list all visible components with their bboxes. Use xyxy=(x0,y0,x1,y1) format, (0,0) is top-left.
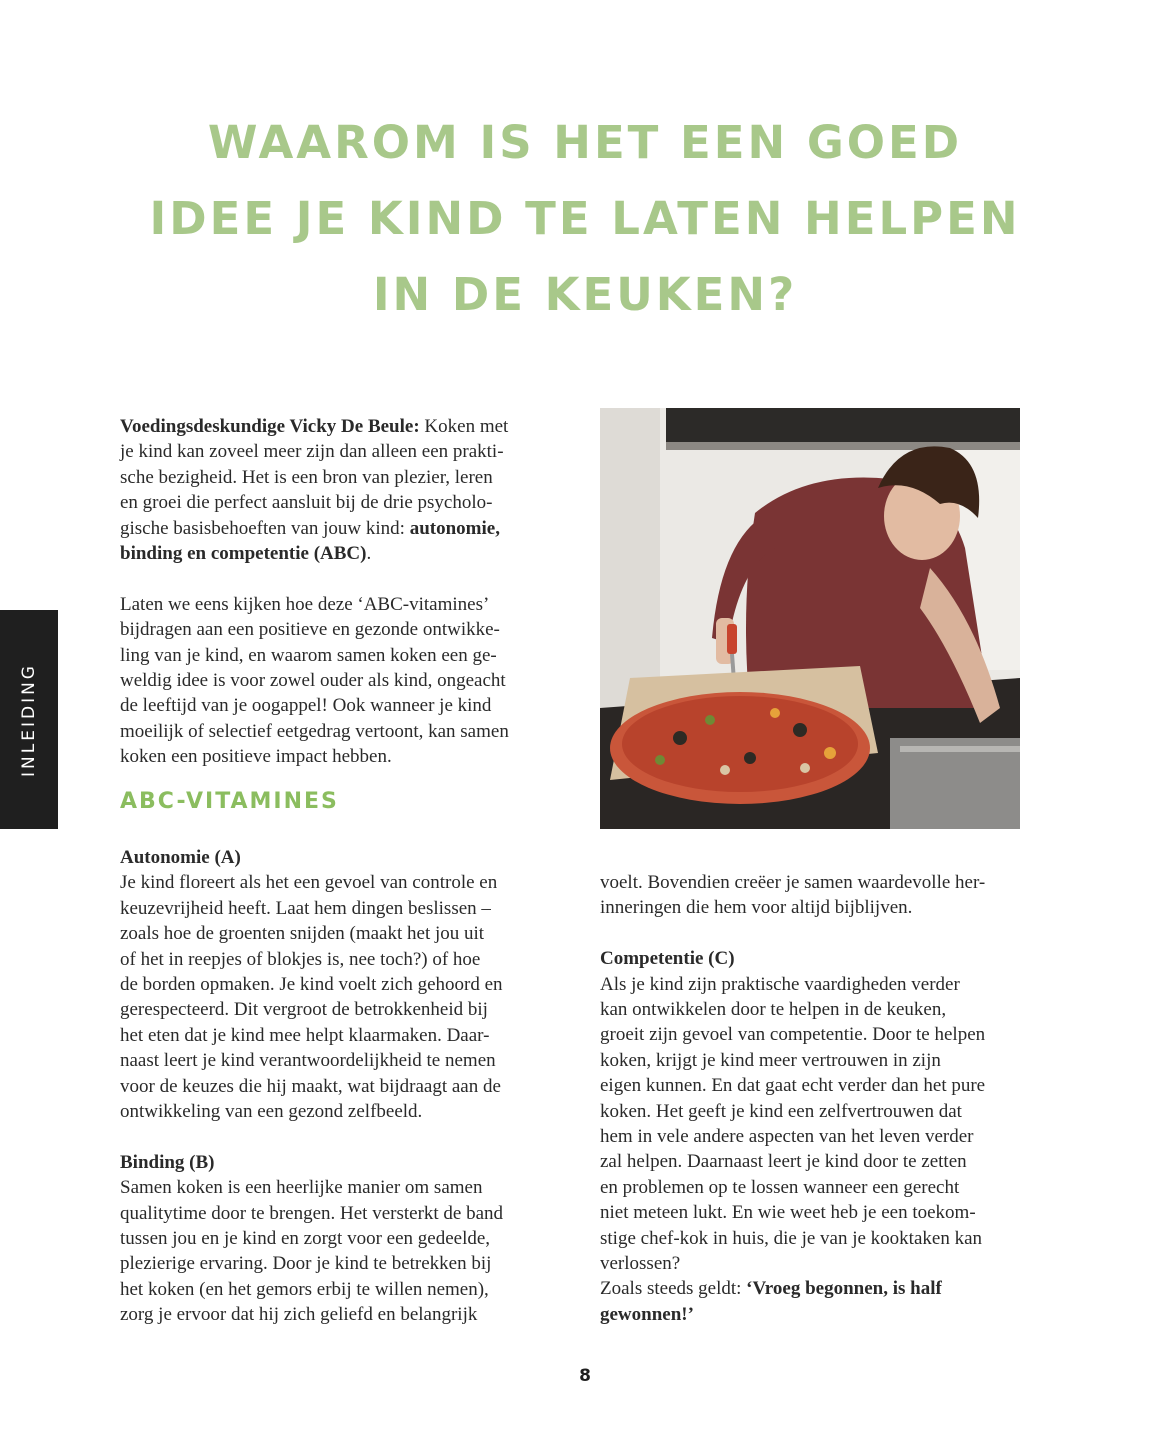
text-line: Voedingsdeskundige Vicky De Beule: Koken met xyxy=(120,416,509,437)
text-line: ling van je kind, en waarom samen koken een ge- xyxy=(120,644,497,666)
text-line: binding en competentie (ABC). xyxy=(120,543,372,565)
text-line: stige chef-kok in huis, die je van je kooktaken kan xyxy=(600,1227,983,1249)
text-line: Als je kind zijn praktische vaardigheden verder xyxy=(600,973,960,995)
photo-child-cutting-pizza xyxy=(600,408,1020,829)
text-line: koken. Het geeft je kind een zelfvertrouwen dat xyxy=(600,1100,962,1122)
text-line: qualitytime door te brengen. Het versterkt de band xyxy=(120,1202,504,1224)
abc-column-left xyxy=(120,845,550,1328)
text-line: koken een positieve impact hebben. xyxy=(120,746,392,768)
text-line: verlossen? xyxy=(600,1253,681,1275)
text-line: kan ontwikkelen door te helpen in de keuken, xyxy=(600,999,947,1021)
chapter-label: INLEIDING xyxy=(19,663,39,777)
abc-column-right xyxy=(600,870,1030,1327)
emphasis: binding en competentie (ABC) xyxy=(120,543,367,565)
text-line: het eten dat je kind mee helpt klaarmaken. Daar- xyxy=(120,1024,490,1046)
text-line: gische basisbehoeften van jouw kind: autonomie, xyxy=(120,517,500,539)
text-line: de borden opmaken. Je kind voelt zich gehoord en xyxy=(120,974,503,996)
closing-quote: ‘Vroeg begonnen, is half xyxy=(746,1278,942,1300)
text-line: en groei die perfect aansluit bij de drie psycholo- xyxy=(120,492,493,514)
text-line: hem in vele andere aspecten van het leven verder xyxy=(600,1126,974,1148)
text-line: en problemen op te lossen wanneer een gerecht xyxy=(600,1176,960,1198)
text-line: of het in reepjes of blokjes is, nee toch?) of hoe xyxy=(120,948,481,970)
photo-illustration xyxy=(600,408,1020,829)
text-line: keuzevrijheid heeft. Laat hem dingen beslissen – xyxy=(120,897,491,919)
text-line: ontwikkeling van een gezond zelfbeeld. xyxy=(120,1101,423,1123)
text-line: plezierige ervaring. Door je kind te betrekken bij xyxy=(120,1253,492,1275)
text-line: tussen jou en je kind en zorgt voor een gedeelde, xyxy=(120,1228,491,1250)
text-line: het koken (en het gemors erbij te willen nemen), xyxy=(120,1278,489,1300)
text-line: de leeftijd van je oogappel! Ook wanneer je kind xyxy=(120,695,492,717)
text-line: Samen koken is een heerlijke manier om samen xyxy=(120,1177,483,1199)
subheading-competentie: Competentie (C) xyxy=(600,948,735,970)
text-line: sche bezigheid. Het is een bron van plezier, leren xyxy=(120,466,493,488)
text-line: naast leert je kind verantwoordelijkheid te nemen xyxy=(120,1050,496,1072)
text-line: weldig idee is voor zowel ouder als kind, ongeacht xyxy=(120,670,506,692)
text-line: niet meteen lukt. En wie weet heb je een toekom- xyxy=(600,1202,976,1224)
text-line: zoals hoe de groenten snijden (maakt het jou uit xyxy=(120,923,485,945)
chapter-side-tab xyxy=(0,610,58,829)
text-line: voelt. Bovendien creëer je samen waardevolle her- xyxy=(600,872,986,893)
text-line: bijdragen aan een positieve en gezonde ontwikke- xyxy=(120,619,500,641)
text-line: Zoals steeds geldt: ‘Vroeg begonnen, is half xyxy=(600,1278,942,1300)
text-line: eigen kunnen. En dat gaat echt verder dan het pure xyxy=(600,1075,986,1097)
subheading-autonomie: Autonomie (A) xyxy=(120,847,241,868)
title-line: WAAROM IS HET EEN GOED xyxy=(207,116,963,169)
closing-quote: gewonnen!’ xyxy=(600,1303,694,1325)
text-line: zorg je ervoor dat hij zich geliefd en belangrijk xyxy=(120,1304,478,1326)
author-name: Voedingsdeskundige Vicky De Beule: xyxy=(120,416,420,437)
subheading-binding: Binding (B) xyxy=(120,1151,215,1173)
text-line: groeit zijn gevoel van competentie. Door te helpen xyxy=(600,1024,986,1046)
text-line: gerespecteerd. Dit vergroot de betrokkenheid bij xyxy=(120,999,488,1021)
title-line: IDEE JE KIND TE LATEN HELPEN xyxy=(149,192,1021,245)
page-number: 8 xyxy=(579,1366,591,1386)
text-line: Laten we eens kijken hoe deze ‘ABC-vitamines’ xyxy=(120,593,490,615)
title-line: IN DE KEUKEN? xyxy=(372,268,798,321)
section-heading: ABC-VITAMINES xyxy=(120,789,339,814)
text-line: voor de keuzes die hij maakt, wat bijdraagt aan de xyxy=(120,1075,501,1097)
text-line: koken, krijgt je kind meer vertrouwen in zijn xyxy=(600,1049,941,1071)
page-title xyxy=(0,105,1170,333)
text-line: zal helpen. Daarnaast leert je kind door te zetten xyxy=(600,1151,967,1173)
text-line: moeilijk of selectief eetgedrag vertoont, kan samen xyxy=(120,720,509,742)
text-line: Je kind floreert als het een gevoel van controle en xyxy=(120,872,498,894)
text-line: je kind kan zoveel meer zijn dan alleen een prakti- xyxy=(120,441,504,463)
emphasis: autonomie, xyxy=(409,517,500,539)
text-line: inneringen die hem voor altijd bijblijven. xyxy=(600,897,913,919)
intro-column xyxy=(120,414,550,770)
